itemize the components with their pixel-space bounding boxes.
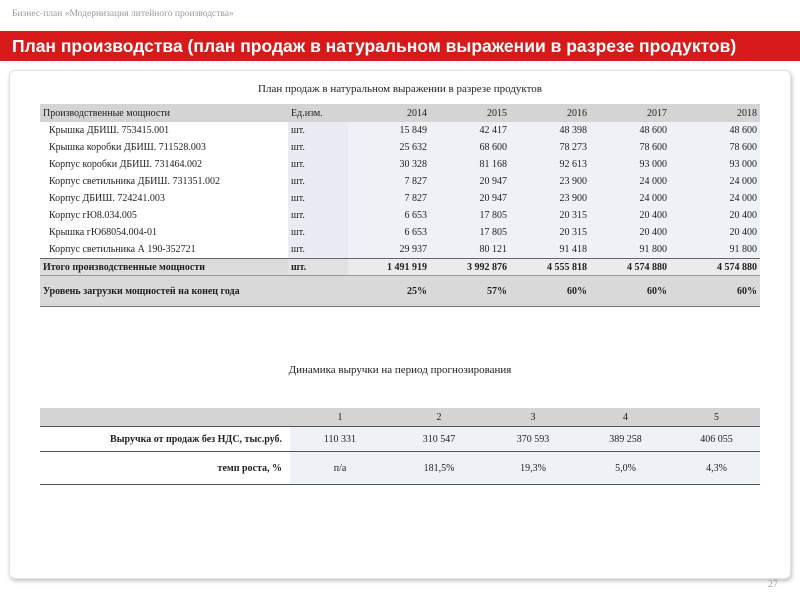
document-caption: Бизнес-план «Модернизация литейного производства»: [12, 9, 234, 19]
section-title-revenue: Динамика выручки на период прогнозирования: [288, 364, 512, 376]
value-cell: 20 315: [510, 207, 590, 224]
value-cell: 48 600: [590, 122, 670, 139]
total-value-cell: 4 574 880: [670, 259, 760, 276]
value-cell: 6 653: [348, 207, 430, 224]
value-cell: 42 417: [430, 122, 510, 139]
unit-cell: шт.: [288, 207, 348, 224]
value-cell: 4,3%: [673, 452, 760, 485]
value-cell: 78 273: [510, 139, 590, 156]
column-header: 5: [673, 408, 760, 427]
value-cell: 17 805: [430, 207, 510, 224]
total-value-cell: 4 555 818: [510, 259, 590, 276]
value-cell: 6 653: [348, 224, 430, 241]
value-cell: 68 600: [430, 139, 510, 156]
value-cell: 23 900: [510, 190, 590, 207]
table-row: [40, 241, 760, 259]
value-cell: 20 400: [670, 224, 760, 241]
value-cell: 91 800: [670, 241, 760, 259]
capacity-load-value: 60%: [670, 276, 760, 307]
product-name: Корпус ДБИШ. 724241.003: [49, 193, 165, 204]
table-row: [40, 190, 760, 207]
column-header: 3: [488, 408, 578, 427]
table-header-row: [40, 408, 760, 427]
table-row: [40, 122, 760, 139]
unit-cell: шт.: [288, 156, 348, 173]
value-cell: 91 418: [510, 241, 590, 259]
product-name: Корпус светильника ДБИШ. 731351.002: [49, 176, 220, 187]
value-cell: 93 000: [590, 156, 670, 173]
total-row: [40, 259, 760, 276]
value-cell: 20 315: [510, 224, 590, 241]
column-header-empty: [40, 408, 290, 427]
table-row: [40, 156, 760, 173]
value-cell: 181,5%: [390, 452, 488, 485]
row-label: Выручка от продаж без НДС, тыс.руб.: [40, 427, 290, 452]
row-label: темп роста, %: [40, 452, 290, 485]
unit-cell: шт.: [288, 173, 348, 190]
value-cell: 370 593: [488, 427, 578, 452]
product-name: Крышка коробки ДБИШ. 711528.003: [49, 142, 206, 153]
table-row: [40, 224, 760, 241]
value-cell: 5,0%: [578, 452, 673, 485]
column-header: 4: [578, 408, 673, 427]
value-cell: 389 258: [578, 427, 673, 452]
total-value-cell: 3 992 876: [430, 259, 510, 276]
capacity-load-value: 25%: [348, 276, 430, 307]
value-cell: 80 121: [430, 241, 510, 259]
product-name: Корпус светильника А 190-352721: [49, 244, 196, 255]
column-header: Производственные мощности: [40, 104, 288, 122]
value-cell: 310 547: [390, 427, 488, 452]
column-header: Ед.изм.: [288, 104, 348, 122]
product-name: Крышка гЮ68054.004-01: [49, 227, 157, 238]
value-cell: 24 000: [590, 190, 670, 207]
unit-cell: шт.: [288, 122, 348, 139]
value-cell: 91 800: [590, 241, 670, 259]
unit-cell: шт.: [288, 241, 348, 259]
column-header: 2018: [670, 104, 760, 122]
slide-title-banner: План производства (план продаж в натуральном выражении в разрезе продуктов): [0, 31, 800, 61]
value-cell: 20 947: [430, 190, 510, 207]
unit-cell: шт.: [288, 190, 348, 207]
value-cell: 23 900: [510, 173, 590, 190]
column-header: 2017: [590, 104, 670, 122]
table-row: [40, 207, 760, 224]
value-cell: 93 000: [670, 156, 760, 173]
value-cell: 30 328: [348, 156, 430, 173]
value-cell: 92 613: [510, 156, 590, 173]
table-row: [40, 173, 760, 190]
value-cell: 24 000: [670, 190, 760, 207]
capacity-load-value: 60%: [590, 276, 670, 307]
value-cell: 24 000: [670, 173, 760, 190]
production-plan-table: [40, 104, 760, 307]
column-header: 1: [290, 408, 390, 427]
value-cell: 20 400: [590, 224, 670, 241]
product-name: Корпус гЮ8.034.005: [49, 210, 137, 221]
value-cell: 29 937: [348, 241, 430, 259]
value-cell: 406 055: [673, 427, 760, 452]
total-value-cell: 4 574 880: [590, 259, 670, 276]
value-cell: 81 168: [430, 156, 510, 173]
table-row: [40, 452, 760, 485]
value-cell: 78 600: [670, 139, 760, 156]
total-label: Итого производственные мощности: [40, 259, 288, 276]
capacity-load-row: [40, 276, 760, 307]
value-cell: 48 600: [670, 122, 760, 139]
value-cell: 25 632: [348, 139, 430, 156]
value-cell: 20 947: [430, 173, 510, 190]
total-value-cell: 1 491 919: [348, 259, 430, 276]
value-cell: 7 827: [348, 190, 430, 207]
value-cell: 78 600: [590, 139, 670, 156]
column-header: 2: [390, 408, 488, 427]
value-cell: 7 827: [348, 173, 430, 190]
value-cell: п/а: [290, 452, 390, 485]
unit-cell: шт.: [288, 259, 348, 276]
table-header-row: [40, 104, 760, 122]
column-header: 2015: [430, 104, 510, 122]
product-name: Корпус коробки ДБИШ. 731464.002: [49, 159, 202, 170]
capacity-load-label: Уровень загрузки мощностей на конец года: [40, 276, 348, 307]
value-cell: 20 400: [670, 207, 760, 224]
revenue-table: [40, 408, 760, 485]
table-row: [40, 427, 760, 452]
page-number: 27: [768, 579, 778, 590]
column-header: 2014: [348, 104, 430, 122]
value-cell: 48 398: [510, 122, 590, 139]
section-title-sales-plan: План продаж в натуральном выражении в разрезе продуктов: [258, 83, 542, 95]
value-cell: 15 849: [348, 122, 430, 139]
unit-cell: шт.: [288, 139, 348, 156]
value-cell: 110 331: [290, 427, 390, 452]
capacity-load-value: 57%: [430, 276, 510, 307]
unit-cell: шт.: [288, 224, 348, 241]
value-cell: 24 000: [590, 173, 670, 190]
value-cell: 17 805: [430, 224, 510, 241]
capacity-load-value: 60%: [510, 276, 590, 307]
table-row: [40, 139, 760, 156]
value-cell: 19,3%: [488, 452, 578, 485]
product-name: Крышка ДБИШ. 753415.001: [49, 125, 170, 136]
column-header: 2016: [510, 104, 590, 122]
value-cell: 20 400: [590, 207, 670, 224]
